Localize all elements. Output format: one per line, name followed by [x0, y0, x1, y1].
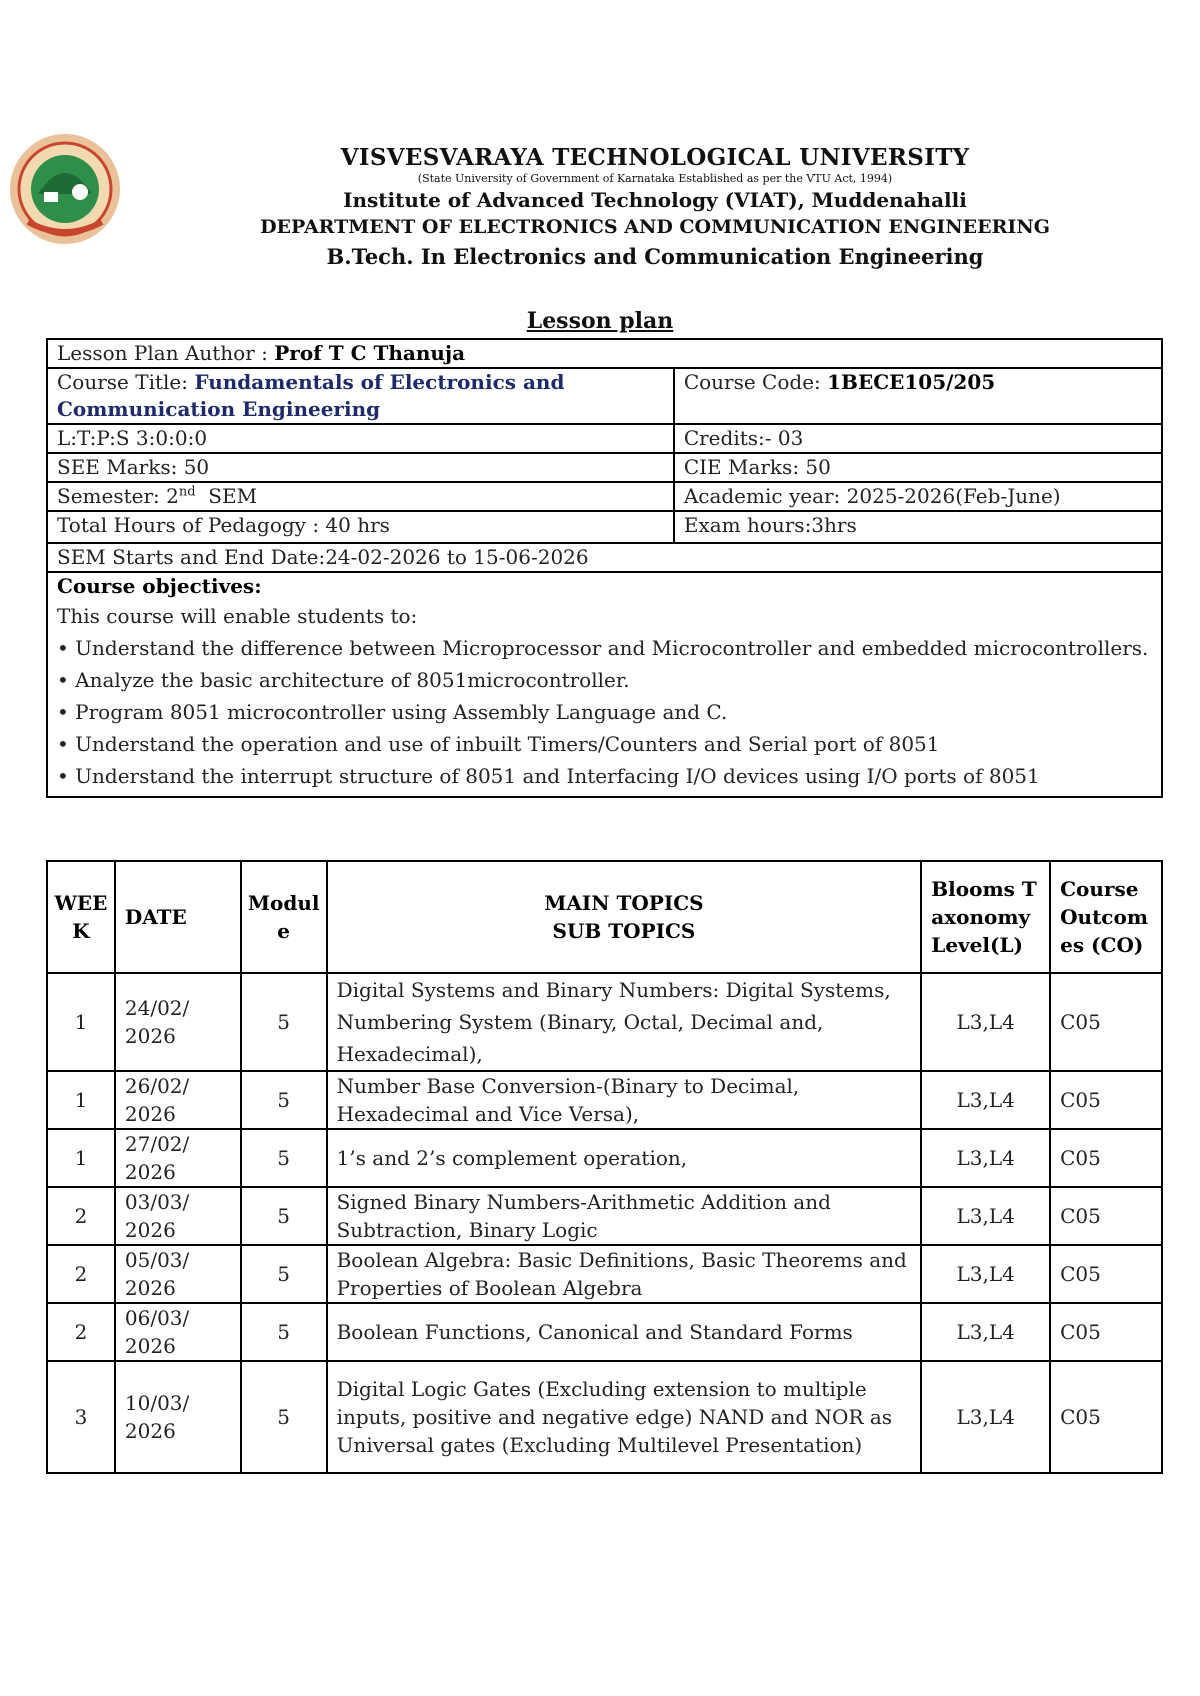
author-row — [47, 339, 1162, 368]
module-cell: 5 — [241, 1245, 327, 1303]
topic-cell: Digital Logic Gates (Excluding extension to multiple inputs, positive and negative edge) NAND and NOR as Universal gates (Excluding Multilevel Presentation) — [327, 1361, 922, 1473]
week-cell: 2 — [47, 1187, 115, 1245]
objectives-row — [47, 572, 1162, 797]
date-header: DATE — [115, 861, 241, 973]
total-hours: Total Hours of Pedagogy : 40 hrs — [47, 511, 674, 543]
objective-item: • Program 8051 microcontroller using Assembly Language and C. — [57, 700, 728, 724]
module-cell: 5 — [241, 973, 327, 1071]
date-cell: 26/02/ 2026 — [115, 1071, 241, 1129]
level-cell: L3,L4 — [921, 1071, 1050, 1129]
module-cell: 5 — [241, 1071, 327, 1129]
marks-row — [47, 453, 1162, 482]
objective-item: • Understand the operation and use of inbuilt Timers/Counters and Serial port of 8051 — [57, 732, 940, 756]
level-cell: L3,L4 — [921, 1129, 1050, 1187]
objective-item: • Analyze the basic architecture of 8051microcontroller. — [57, 668, 630, 692]
co-cell: C05 — [1050, 1187, 1162, 1245]
exam-hours: Exam hours:3hrs — [674, 511, 1162, 543]
week-cell: 2 — [47, 1245, 115, 1303]
level-cell: L3,L4 — [921, 1361, 1050, 1473]
page-title: Lesson plan — [526, 308, 674, 334]
co-cell: C05 — [1050, 1361, 1162, 1473]
level-cell: L3,L4 — [921, 1187, 1050, 1245]
semester-sup: nd — [178, 484, 196, 500]
sem-dates: SEM Starts and End Date:24-02-2026 to 15-06-2026 — [47, 543, 1162, 572]
course-title-label: Course Title: — [57, 370, 195, 394]
topic-cell: 1’s and 2’s complement operation, — [327, 1129, 922, 1187]
date-cell: 05/03/ 2026 — [115, 1245, 241, 1303]
semester-suffix: SEM — [195, 484, 258, 508]
semester-row — [47, 482, 1162, 511]
sub-topics-header: SUB TOPICS — [552, 919, 696, 943]
module-header: Module — [241, 861, 327, 973]
table-row — [47, 1303, 1162, 1361]
week-cell: 1 — [47, 973, 115, 1071]
objective-item: • Understand the interrupt structure of 8051 and Interfacing I/O devices using I/O ports of 8051 — [57, 764, 1040, 788]
week-header: WEEK — [47, 861, 115, 973]
co-cell: C05 — [1050, 1071, 1162, 1129]
schedule-header-row — [47, 861, 1162, 973]
objectives-heading: Course objectives: — [57, 574, 262, 598]
module-cell: 5 — [241, 1303, 327, 1361]
module-cell: 5 — [241, 1187, 327, 1245]
sem-dates-row — [47, 543, 1162, 572]
co-cell: C05 — [1050, 973, 1162, 1071]
semester-label: Semester: 2 — [57, 484, 179, 508]
author-label: Lesson Plan Author : — [57, 341, 275, 365]
course-title-row — [47, 368, 1162, 424]
see-marks: SEE Marks: 50 — [47, 453, 674, 482]
co-cell: C05 — [1050, 1129, 1162, 1187]
table-row — [47, 1245, 1162, 1303]
course-info-table — [46, 338, 1163, 798]
module-cell: 5 — [241, 1129, 327, 1187]
course-title: Fundamentals of Electronics and Communication Engineering — [57, 370, 565, 421]
topics-header — [327, 861, 922, 973]
table-row — [47, 973, 1162, 1071]
course-code-label: Course Code: — [683, 370, 828, 394]
course-code: 1BECE105/205 — [827, 370, 996, 394]
blooms-header: Blooms Taxonomy Level(L) — [921, 861, 1050, 973]
university-subtitle: (State University of Government of Karnataka Established as per the VTU Act, 1994) — [417, 172, 893, 185]
date-cell: 27/02/ 2026 — [115, 1129, 241, 1187]
university-logo — [8, 132, 122, 246]
author-name: Prof T C Thanuja — [274, 341, 466, 365]
semester — [47, 482, 674, 511]
table-row — [47, 1361, 1162, 1473]
week-cell: 1 — [47, 1129, 115, 1187]
date-cell: 06/03/ 2026 — [115, 1303, 241, 1361]
ltps-row — [47, 424, 1162, 453]
topic-cell: Digital Systems and Binary Numbers: Digital Systems, Numbering System (Binary, Octal, Decimal and, Hexadecimal), — [327, 973, 922, 1071]
department-name: DEPARTMENT OF ELECTRONICS AND COMMUNICATION ENGINEERING — [260, 216, 1050, 238]
topic-cell: Signed Binary Numbers-Arithmetic Addition and Subtraction, Binary Logic — [327, 1187, 922, 1245]
table-row — [47, 1187, 1162, 1245]
schedule-table — [46, 860, 1163, 1474]
main-topics-header: MAIN TOPICS — [544, 891, 704, 915]
ltps: L:T:P:S 3:0:0:0 — [47, 424, 674, 453]
table-row — [47, 1071, 1162, 1129]
date-cell: 24/02/ 2026 — [115, 973, 241, 1071]
week-cell: 2 — [47, 1303, 115, 1361]
table-row — [47, 1129, 1162, 1187]
module-cell: 5 — [241, 1361, 327, 1473]
objectives-intro: This course will enable students to: — [57, 604, 418, 628]
week-cell: 1 — [47, 1071, 115, 1129]
co-cell: C05 — [1050, 1303, 1162, 1361]
program-name: B.Tech. In Electronics and Communication Engineering — [326, 244, 984, 269]
level-cell: L3,L4 — [921, 1303, 1050, 1361]
date-cell: 10/03/ 2026 — [115, 1361, 241, 1473]
date-cell: 03/03/ 2026 — [115, 1187, 241, 1245]
hours-row — [47, 511, 1162, 543]
university-name: VISVESVARAYA TECHNOLOGICAL UNIVERSITY — [340, 144, 970, 171]
topic-cell: Number Base Conversion-(Binary to Decimal, Hexadecimal and Vice Versa), — [327, 1071, 922, 1129]
co-cell: C05 — [1050, 1245, 1162, 1303]
level-cell: L3,L4 — [921, 973, 1050, 1071]
academic-year: Academic year: 2025-2026(Feb-June) — [674, 482, 1162, 511]
week-cell: 3 — [47, 1361, 115, 1473]
credits: Credits:- 03 — [674, 424, 1162, 453]
objective-item: • Understand the difference between Microprocessor and Microcontroller and embedded microcontrollers. — [57, 636, 1149, 660]
topic-cell: Boolean Functions, Canonical and Standard Forms — [327, 1303, 922, 1361]
level-cell: L3,L4 — [921, 1245, 1050, 1303]
co-header: Course Outcomes (CO) — [1050, 861, 1162, 973]
topic-cell: Boolean Algebra: Basic Definitions, Basic Theorems and Properties of Boolean Algebra — [327, 1245, 922, 1303]
institute-name: Institute of Advanced Technology (VIAT), Muddenahalli — [343, 188, 967, 212]
document-header — [130, 144, 1180, 273]
cie-marks: CIE Marks: 50 — [674, 453, 1162, 482]
